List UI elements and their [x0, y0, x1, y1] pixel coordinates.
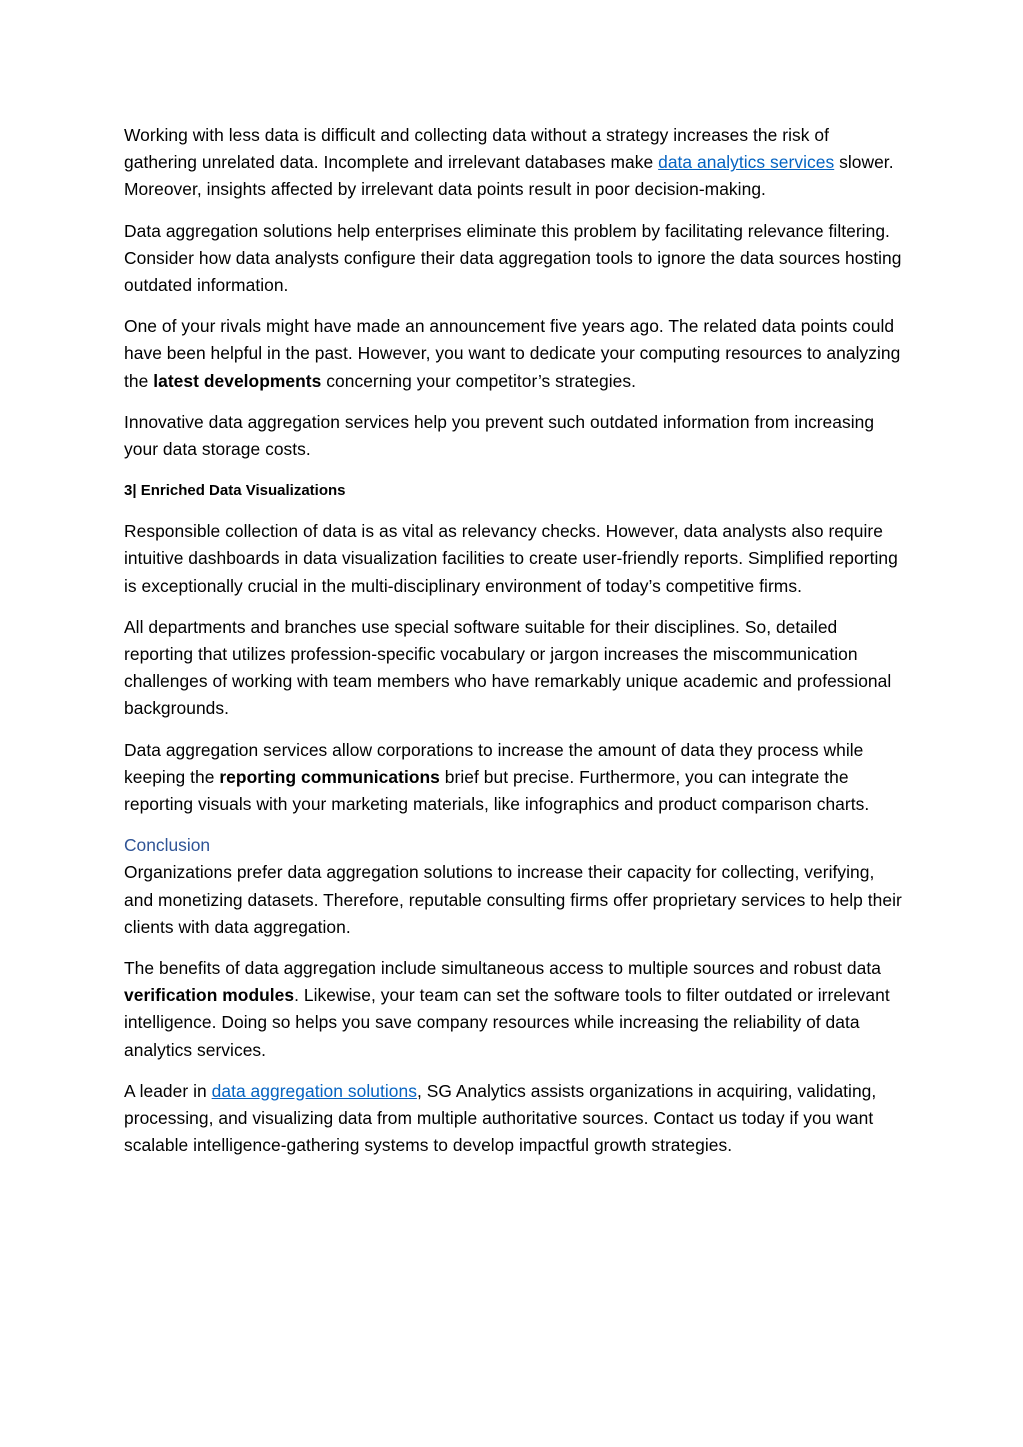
paragraph-text: . Likewise, your team can set the software tools to filter outdated or irrelevant intelligence. Doing so helps you save company resources while increasing the reliability of data analytics services. [124, 985, 890, 1060]
paragraph-reporting-communications [124, 737, 904, 819]
bold-phrase-reporting-communications: reporting communications [219, 766, 440, 787]
paragraph-relevance-filtering: Data aggregation solutions help enterprises eliminate this problem by facilitating relevance filtering. Consider how data analysts configure their data aggregation tools to ignore the data sources hosting outdated information. [124, 220, 902, 296]
paragraph-intro [124, 122, 904, 204]
paragraph-text: slower. Moreover, insights affected by irrelevant data points result in poor decision-making. [124, 152, 894, 200]
data-aggregation-solutions-link[interactable]: data aggregation solutions [211, 1080, 417, 1101]
paragraph-text: The benefits of data aggregation include simultaneous access to multiple sources and robust data [124, 958, 881, 979]
document-body [124, 122, 904, 1174]
bold-phrase-latest-developments: latest developments [153, 370, 322, 391]
paragraph-leader [124, 1078, 904, 1160]
section-heading-conclusion: Conclusion [124, 835, 211, 856]
paragraph-text: brief but precise. Furthermore, you can integrate the reporting visuals with your marketing materials, like infographics and product comparison charts. [124, 766, 870, 815]
paragraph-departments: All departments and branches use special software suitable for their disciplines. So, detailed reporting that utilizes profession-specific vocabulary or jargon increases the miscommunication challenges of working with team members who have remarkably unique academic and professional backgrounds. [124, 616, 892, 719]
paragraph-text: Data aggregation services allow corporations to increase the amount of data they process while keeping the [124, 739, 864, 787]
paragraph-text: A leader in [124, 1080, 212, 1101]
paragraph-responsible-collection: Responsible collection of data is as vital as relevancy checks. However, data analysts also require intuitive dashboards in data visualization facilities to create user-friendly reports. Simplified reporting is exceptionally crucial in the multi-disciplinary environment of today’s competitive firms. [124, 521, 898, 596]
paragraph-organizations: Organizations prefer data aggregation solutions to increase their capacity for collecting, verifying, and monetizing datasets. Therefore, reputable consulting firms offer proprietary services to help their clients with data aggregation. [124, 862, 902, 937]
paragraph-text: , SG Analytics assists organizations in acquiring, validating, processing, and visualizing data from multiple authoritative sources. Contact us today if you want scalable intelligence-gathering systems to develop impactful growth strategies. [124, 1080, 877, 1156]
data-analytics-services-link[interactable]: data analytics services [658, 152, 835, 173]
paragraph-rivals [124, 313, 904, 395]
bold-phrase-verification-modules: verification modules [124, 985, 295, 1006]
paragraph-text: concerning your competitor’s strategies. [321, 370, 636, 391]
section-heading-enriched-visualizations: 3| Enriched Data Visualizations [124, 482, 346, 500]
paragraph-benefits [124, 955, 904, 1064]
paragraph-text: One of your rivals might have made an announcement five years ago. The related data points could have been helpful in the past. However, you want to dedicate your computing resources to analyzing the [124, 316, 901, 391]
paragraph-storage-costs: Innovative data aggregation services help you prevent such outdated information from increasing your data storage costs. [124, 411, 875, 460]
paragraph-text: Working with less data is difficult and collecting data without a strategy increases the risk of gathering unrelated data. Incomplete and irrelevant databases make [124, 125, 829, 173]
